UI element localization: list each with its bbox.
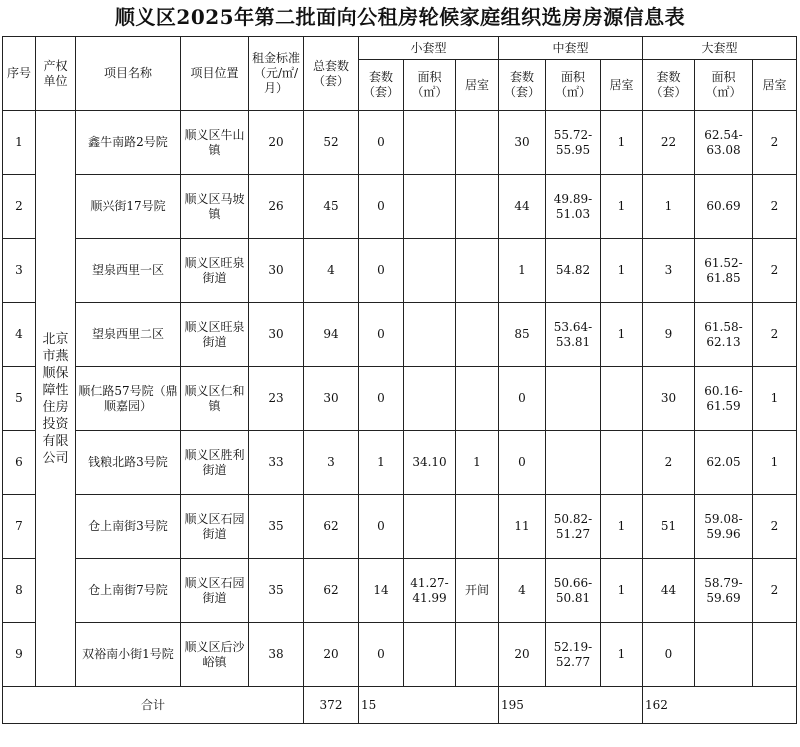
cell-large-area: 61.52-61.85	[695, 239, 753, 303]
cell-location: 顺义区牛山镇	[181, 111, 249, 175]
cell-medium-count: 0	[499, 367, 546, 431]
cell-total: 3	[304, 431, 359, 495]
cell-large-room: 1	[753, 367, 797, 431]
cell-medium-area: 52.19-52.77	[546, 623, 601, 687]
cell-medium-count: 4	[499, 559, 546, 623]
cell-total: 62	[304, 559, 359, 623]
cell-project-name: 仓上南街3号院	[76, 495, 181, 559]
cell-total: 52	[304, 111, 359, 175]
totals-total: 372	[304, 687, 359, 724]
cell-project-name: 仓上南街7号院	[76, 559, 181, 623]
cell-medium-count: 30	[499, 111, 546, 175]
cell-medium-room: 1	[601, 111, 643, 175]
cell-small-count: 0	[359, 303, 404, 367]
cell-medium-area: 53.64-53.81	[546, 303, 601, 367]
cell-seq: 3	[3, 239, 36, 303]
cell-seq: 1	[3, 111, 36, 175]
cell-seq: 2	[3, 175, 36, 239]
cell-small-area	[404, 367, 456, 431]
cell-large-room: 2	[753, 111, 797, 175]
cell-large-area: 62.54-63.08	[695, 111, 753, 175]
cell-total: 94	[304, 303, 359, 367]
cell-medium-area: 50.66-50.81	[546, 559, 601, 623]
cell-rent: 20	[249, 111, 304, 175]
cell-medium-room: 1	[601, 495, 643, 559]
cell-small-room	[456, 367, 499, 431]
cell-seq: 6	[3, 431, 36, 495]
cell-location: 顺义区仁和镇	[181, 367, 249, 431]
cell-seq: 9	[3, 623, 36, 687]
cell-small-count: 0	[359, 111, 404, 175]
header-medium: 中套型	[499, 37, 643, 60]
cell-medium-room: 1	[601, 239, 643, 303]
cell-small-room	[456, 175, 499, 239]
header-location: 项目位置	[181, 37, 249, 111]
cell-location: 顺义区石园街道	[181, 559, 249, 623]
header-medium-room: 居室	[601, 60, 643, 111]
table-row	[3, 495, 797, 559]
cell-large-count: 22	[643, 111, 695, 175]
cell-seq: 7	[3, 495, 36, 559]
cell-project-name: 顺仁路57号院（鼎顺嘉园）	[76, 367, 181, 431]
cell-rent: 35	[249, 559, 304, 623]
cell-total: 20	[304, 623, 359, 687]
header-small-room: 居室	[456, 60, 499, 111]
cell-small-area: 34.10	[404, 431, 456, 495]
cell-medium-room: 1	[601, 303, 643, 367]
totals-large: 162	[643, 687, 797, 724]
cell-medium-count: 1	[499, 239, 546, 303]
cell-small-room	[456, 303, 499, 367]
cell-medium-room	[601, 431, 643, 495]
header-large: 大套型	[643, 37, 797, 60]
cell-small-count: 0	[359, 495, 404, 559]
cell-large-area	[695, 623, 753, 687]
cell-small-count: 14	[359, 559, 404, 623]
cell-large-area: 58.79-59.69	[695, 559, 753, 623]
cell-small-count: 0	[359, 623, 404, 687]
cell-large-room: 1	[753, 431, 797, 495]
header-seq: 序号	[3, 37, 36, 111]
table-row	[3, 431, 797, 495]
cell-project-name: 望泉西里一区	[76, 239, 181, 303]
cell-total: 4	[304, 239, 359, 303]
page-title: 顺义区2025年第二批面向公租房轮候家庭组织选房房源信息表	[114, 5, 686, 29]
table-row	[3, 623, 797, 687]
cell-seq: 8	[3, 559, 36, 623]
cell-small-room	[456, 623, 499, 687]
header-large-count: 套数（套）	[643, 60, 695, 111]
table-row	[3, 367, 797, 431]
cell-large-count: 44	[643, 559, 695, 623]
cell-location: 顺义区后沙峪镇	[181, 623, 249, 687]
cell-small-room: 开间	[456, 559, 499, 623]
cell-small-area	[404, 303, 456, 367]
cell-small-area	[404, 495, 456, 559]
cell-location: 顺义区旺泉街道	[181, 303, 249, 367]
cell-medium-area: 49.89-51.03	[546, 175, 601, 239]
cell-small-area	[404, 175, 456, 239]
cell-large-count: 1	[643, 175, 695, 239]
totals-small: 15	[359, 687, 499, 724]
totals-row	[3, 687, 797, 724]
cell-small-count: 0	[359, 175, 404, 239]
table-row	[3, 111, 797, 175]
cell-large-room: 2	[753, 495, 797, 559]
cell-seq: 4	[3, 303, 36, 367]
cell-medium-area	[546, 367, 601, 431]
header-rent: 租金标准（元/㎡/月）	[249, 37, 304, 111]
cell-small-count: 0	[359, 239, 404, 303]
table-row	[3, 559, 797, 623]
header-total: 总套数（套）	[304, 37, 359, 111]
cell-rent: 35	[249, 495, 304, 559]
cell-medium-room: 1	[601, 559, 643, 623]
cell-medium-area	[546, 431, 601, 495]
cell-location: 顺义区胜利街道	[181, 431, 249, 495]
cell-small-area: 41.27-41.99	[404, 559, 456, 623]
cell-medium-count: 20	[499, 623, 546, 687]
cell-large-area: 62.05	[695, 431, 753, 495]
cell-large-area: 61.58-62.13	[695, 303, 753, 367]
cell-small-area	[404, 623, 456, 687]
cell-small-count: 0	[359, 367, 404, 431]
cell-small-area	[404, 239, 456, 303]
cell-large-room: 2	[753, 239, 797, 303]
cell-large-room	[753, 623, 797, 687]
cell-rent: 26	[249, 175, 304, 239]
cell-large-room: 2	[753, 303, 797, 367]
cell-total: 45	[304, 175, 359, 239]
cell-medium-room: 1	[601, 623, 643, 687]
cell-small-room: 1	[456, 431, 499, 495]
cell-large-room: 2	[753, 175, 797, 239]
cell-medium-area: 55.72-55.95	[546, 111, 601, 175]
header-owner: 产权单位	[36, 37, 76, 111]
header-large-room: 居室	[753, 60, 797, 111]
header-large-area: 面积（㎡）	[695, 60, 753, 111]
cell-seq: 5	[3, 367, 36, 431]
header-small-area: 面积（㎡）	[404, 60, 456, 111]
cell-project-name: 双裕南小街1号院	[76, 623, 181, 687]
cell-large-count: 0	[643, 623, 695, 687]
cell-medium-count: 85	[499, 303, 546, 367]
cell-rent: 33	[249, 431, 304, 495]
cell-rent: 30	[249, 303, 304, 367]
cell-large-count: 9	[643, 303, 695, 367]
cell-small-area	[404, 111, 456, 175]
cell-medium-area: 54.82	[546, 239, 601, 303]
totals-label: 合计	[3, 687, 304, 724]
header-name: 项目名称	[76, 37, 181, 111]
housing-table	[2, 36, 797, 724]
cell-project-name: 鑫牛南路2号院	[76, 111, 181, 175]
cell-large-count: 2	[643, 431, 695, 495]
cell-large-area: 60.69	[695, 175, 753, 239]
cell-large-count: 30	[643, 367, 695, 431]
header-medium-area: 面积（㎡）	[546, 60, 601, 111]
cell-medium-area: 50.82-51.27	[546, 495, 601, 559]
cell-project-name: 望泉西里二区	[76, 303, 181, 367]
cell-medium-count: 44	[499, 175, 546, 239]
totals-medium: 195	[499, 687, 643, 724]
cell-small-room	[456, 239, 499, 303]
cell-medium-room	[601, 367, 643, 431]
header-small: 小套型	[359, 37, 499, 60]
table-row	[3, 239, 797, 303]
table-row	[3, 175, 797, 239]
cell-rent: 23	[249, 367, 304, 431]
cell-small-room	[456, 495, 499, 559]
cell-medium-count: 0	[499, 431, 546, 495]
cell-large-count: 3	[643, 239, 695, 303]
header-small-count: 套数（套）	[359, 60, 404, 111]
cell-location: 顺义区马坡镇	[181, 175, 249, 239]
cell-large-room: 2	[753, 559, 797, 623]
cell-small-count: 1	[359, 431, 404, 495]
cell-owner: 北京市燕顺保障性住房投资有限公司	[36, 111, 76, 687]
cell-small-room	[456, 111, 499, 175]
cell-rent: 38	[249, 623, 304, 687]
cell-medium-room: 1	[601, 175, 643, 239]
cell-total: 62	[304, 495, 359, 559]
cell-location: 顺义区石园街道	[181, 495, 249, 559]
table-row	[3, 303, 797, 367]
cell-project-name: 顺兴街17号院	[76, 175, 181, 239]
cell-large-area: 59.08-59.96	[695, 495, 753, 559]
cell-location: 顺义区旺泉街道	[181, 239, 249, 303]
header-medium-count: 套数（套）	[499, 60, 546, 111]
cell-project-name: 钱粮北路3号院	[76, 431, 181, 495]
cell-large-count: 51	[643, 495, 695, 559]
cell-large-area: 60.16-61.59	[695, 367, 753, 431]
cell-medium-count: 11	[499, 495, 546, 559]
cell-total: 30	[304, 367, 359, 431]
cell-rent: 30	[249, 239, 304, 303]
